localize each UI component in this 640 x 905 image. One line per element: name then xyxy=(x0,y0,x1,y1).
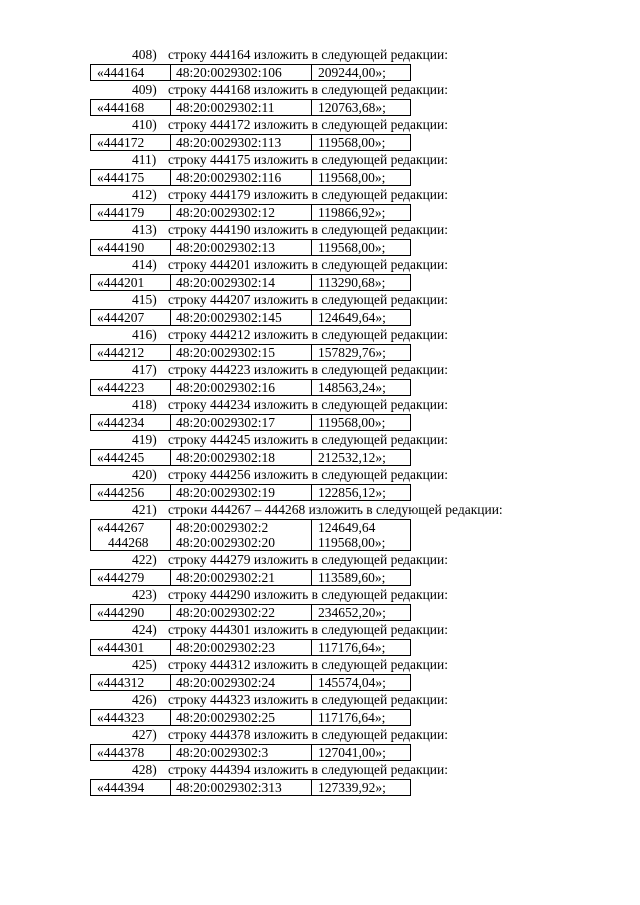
row-number-cell: «444378 xyxy=(91,745,171,761)
record-table xyxy=(90,709,411,726)
section-heading xyxy=(0,656,640,674)
section-heading xyxy=(0,326,640,344)
cadastral-number-cell: 48:20:0029302:106 xyxy=(171,65,312,81)
section-number: 417) xyxy=(132,362,157,377)
section-heading-text: строку 444175 изложить в следующей редакции: xyxy=(168,152,449,167)
table-row xyxy=(91,380,411,396)
cadastral-number-cell: 48:20:0029302:14 xyxy=(171,275,312,291)
section-number: 414) xyxy=(132,257,157,272)
section-heading xyxy=(0,186,640,204)
table-row xyxy=(91,485,411,501)
section-number: 425) xyxy=(132,657,157,672)
row-number-cell: «444212 xyxy=(91,345,171,361)
cadastral-number-cell: 48:20:0029302:113 xyxy=(171,135,312,151)
section-heading-text: строку 444190 изложить в следующей редакции: xyxy=(168,222,449,237)
cadastral-number-cell: 48:20:0029302:23 xyxy=(171,640,312,656)
value-cell: 119866,92»; xyxy=(312,205,411,221)
cadastral-number-cell: 48:20:0029302:18 xyxy=(171,450,312,466)
section-heading-text: строки 444267 – 444268 изложить в следующей редакции: xyxy=(168,502,503,517)
value-cell: 234652,20»; xyxy=(312,605,411,621)
table-row xyxy=(91,135,411,151)
table-row xyxy=(91,310,411,326)
cadastral-number-cell: 48:20:0029302:16 xyxy=(171,380,312,396)
section-heading xyxy=(0,726,640,744)
section-number: 419) xyxy=(132,432,157,447)
table-row xyxy=(91,205,411,221)
section-number: 412) xyxy=(132,187,157,202)
cadastral-number-cell: 48:20:0029302:15 xyxy=(171,345,312,361)
table-row xyxy=(91,345,411,361)
row-number-cell: «444223 xyxy=(91,380,171,396)
row-number-cell: «444256 xyxy=(91,485,171,501)
value-cell: 127339,92»; xyxy=(312,780,411,796)
value-cell: 113589,60»; xyxy=(312,570,411,586)
section-heading xyxy=(0,761,640,779)
section-number: 423) xyxy=(132,587,157,602)
cadastral-number-cell: 48:20:0029302:17 xyxy=(171,415,312,431)
record-table xyxy=(90,744,411,761)
record-table xyxy=(90,484,411,501)
record-table xyxy=(90,414,411,431)
section-heading xyxy=(0,46,640,64)
section-heading xyxy=(0,291,640,309)
cadastral-number-cell: 48:20:0029302:12 xyxy=(171,205,312,221)
section-heading-text: строку 444290 изложить в следующей редакции: xyxy=(168,587,449,602)
table-row xyxy=(91,65,411,81)
section-heading xyxy=(0,586,640,604)
table-row xyxy=(91,450,411,466)
row-number-cell: «444290 xyxy=(91,605,171,621)
cadastral-number-cell: 48:20:0029302:116 xyxy=(171,170,312,186)
section-number: 408) xyxy=(132,47,157,62)
section-heading-text: строку 444212 изложить в следующей редакции: xyxy=(168,327,449,342)
section-number: 427) xyxy=(132,727,157,742)
row-number-cell: «444164 xyxy=(91,65,171,81)
value-cell: 119568,00»; xyxy=(312,170,411,186)
section-number: 426) xyxy=(132,692,157,707)
cadastral-number-cell: 48:20:0029302:145 xyxy=(171,310,312,326)
section-heading xyxy=(0,466,640,484)
value-cell: 209244,00»; xyxy=(312,65,411,81)
cadastral-number-cell: 48:20:0029302:24 xyxy=(171,675,312,691)
section-number: 411) xyxy=(132,152,157,167)
value-cell: 122856,12»; xyxy=(312,485,411,501)
table-row xyxy=(91,640,411,656)
section-heading-text: строку 444279 изложить в следующей редакции: xyxy=(168,552,449,567)
record-table xyxy=(90,779,411,796)
section-heading-text: строку 444164 изложить в следующей редакции: xyxy=(168,47,449,62)
row-number-cell: «444179 xyxy=(91,205,171,221)
value-cell: 120763,68»; xyxy=(312,100,411,116)
section-number: 424) xyxy=(132,622,157,637)
section-heading-text: строку 444168 изложить в следующей редакции: xyxy=(168,82,449,97)
value-cell: 212532,12»; xyxy=(312,450,411,466)
value-cell: 117176,64»; xyxy=(312,640,411,656)
table-row xyxy=(91,570,411,586)
row-number-cell: 444268 xyxy=(91,535,171,551)
value-cell: 148563,24»; xyxy=(312,380,411,396)
record-table xyxy=(90,64,411,81)
section-heading xyxy=(0,501,640,519)
section-heading-text: строку 444301 изложить в следующей редакции: xyxy=(168,622,449,637)
record-table xyxy=(90,169,411,186)
section-number: 422) xyxy=(132,552,157,567)
section-number: 421) xyxy=(132,502,157,517)
value-cell: 124649,64»; xyxy=(312,310,411,326)
table-row xyxy=(91,275,411,291)
section-heading xyxy=(0,396,640,414)
table-row xyxy=(91,535,411,551)
cadastral-number-cell: 48:20:0029302:20 xyxy=(171,535,312,551)
row-number-cell: «444312 xyxy=(91,675,171,691)
section-heading xyxy=(0,221,640,239)
value-cell: 119568,00»; xyxy=(312,415,411,431)
section-heading-text: строку 444323 изложить в следующей редакции: xyxy=(168,692,449,707)
cadastral-number-cell: 48:20:0029302:13 xyxy=(171,240,312,256)
section-heading-text: строку 444172 изложить в следующей редакции: xyxy=(168,117,449,132)
section-number: 409) xyxy=(132,82,157,97)
row-number-cell: «444190 xyxy=(91,240,171,256)
record-table xyxy=(90,639,411,656)
record-table xyxy=(90,449,411,466)
row-number-cell: «444279 xyxy=(91,570,171,586)
value-cell: 117176,64»; xyxy=(312,710,411,726)
record-table xyxy=(90,274,411,291)
row-number-cell: «444394 xyxy=(91,780,171,796)
row-number-cell: «444201 xyxy=(91,275,171,291)
table-row xyxy=(91,240,411,256)
record-table xyxy=(90,99,411,116)
section-heading xyxy=(0,621,640,639)
table-row xyxy=(91,415,411,431)
cadastral-number-cell: 48:20:0029302:3 xyxy=(171,745,312,761)
section-heading-text: строку 444223 изложить в следующей редакции: xyxy=(168,362,449,377)
section-heading xyxy=(0,551,640,569)
section-heading-text: строку 444201 изложить в следующей редакции: xyxy=(168,257,449,272)
table-row xyxy=(91,780,411,796)
document-body xyxy=(0,46,640,796)
record-table xyxy=(90,569,411,586)
row-number-cell: «444267 xyxy=(91,520,171,536)
record-table xyxy=(90,204,411,221)
cadastral-number-cell: 48:20:0029302:2 xyxy=(171,520,312,536)
cadastral-number-cell: 48:20:0029302:22 xyxy=(171,605,312,621)
table-row xyxy=(91,100,411,116)
row-number-cell: «444301 xyxy=(91,640,171,656)
row-number-cell: «444207 xyxy=(91,310,171,326)
section-heading-text: строку 444312 изложить в следующей редакции: xyxy=(168,657,449,672)
record-table xyxy=(90,674,411,691)
section-heading xyxy=(0,256,640,274)
table-row xyxy=(91,605,411,621)
record-table xyxy=(90,379,411,396)
section-number: 418) xyxy=(132,397,157,412)
record-table xyxy=(90,604,411,621)
row-number-cell: «444234 xyxy=(91,415,171,431)
section-heading-text: строку 444245 изложить в следующей редакции: xyxy=(168,432,449,447)
table-row xyxy=(91,710,411,726)
table-row xyxy=(91,170,411,186)
row-number-cell: «444172 xyxy=(91,135,171,151)
section-heading-text: строку 444179 изложить в следующей редакции: xyxy=(168,187,449,202)
value-cell: 157829,76»; xyxy=(312,345,411,361)
row-number-cell: «444168 xyxy=(91,100,171,116)
value-cell: 119568,00»; xyxy=(312,135,411,151)
section-heading-text: строку 444378 изложить в следующей редакции: xyxy=(168,727,449,742)
table-row xyxy=(91,520,411,536)
section-number: 413) xyxy=(132,222,157,237)
section-heading xyxy=(0,81,640,99)
row-number-cell: «444175 xyxy=(91,170,171,186)
value-cell: 113290,68»; xyxy=(312,275,411,291)
cadastral-number-cell: 48:20:0029302:19 xyxy=(171,485,312,501)
value-cell: 119568,00»; xyxy=(312,535,411,551)
section-heading xyxy=(0,151,640,169)
value-cell: 124649,64 xyxy=(312,520,411,536)
section-heading xyxy=(0,691,640,709)
value-cell: 119568,00»; xyxy=(312,240,411,256)
section-number: 415) xyxy=(132,292,157,307)
table-row xyxy=(91,745,411,761)
record-table xyxy=(90,519,411,551)
section-number: 428) xyxy=(132,762,157,777)
section-heading-text: строку 444207 изложить в следующей редакции: xyxy=(168,292,449,307)
record-table xyxy=(90,134,411,151)
row-number-cell: «444323 xyxy=(91,710,171,726)
section-number: 416) xyxy=(132,327,157,342)
section-heading xyxy=(0,431,640,449)
record-table xyxy=(90,239,411,256)
table-row xyxy=(91,675,411,691)
section-heading-text: строку 444234 изложить в следующей редакции: xyxy=(168,397,449,412)
section-heading-text: строку 444256 изложить в следующей редакции: xyxy=(168,467,449,482)
section-number: 420) xyxy=(132,467,157,482)
section-heading-text: строку 444394 изложить в следующей редакции: xyxy=(168,762,449,777)
section-heading xyxy=(0,116,640,134)
cadastral-number-cell: 48:20:0029302:313 xyxy=(171,780,312,796)
cadastral-number-cell: 48:20:0029302:21 xyxy=(171,570,312,586)
value-cell: 145574,04»; xyxy=(312,675,411,691)
row-number-cell: «444245 xyxy=(91,450,171,466)
cadastral-number-cell: 48:20:0029302:11 xyxy=(171,100,312,116)
record-table xyxy=(90,344,411,361)
value-cell: 127041,00»; xyxy=(312,745,411,761)
section-number: 410) xyxy=(132,117,157,132)
record-table xyxy=(90,309,411,326)
section-heading xyxy=(0,361,640,379)
cadastral-number-cell: 48:20:0029302:25 xyxy=(171,710,312,726)
